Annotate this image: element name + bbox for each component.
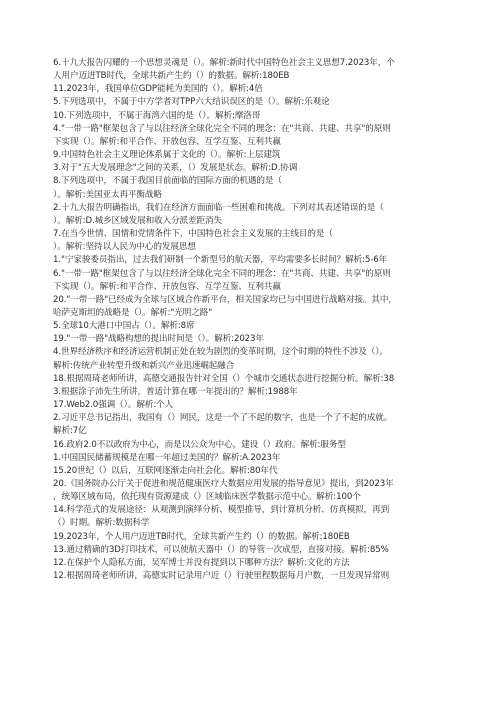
- question-list: [53, 57, 476, 583]
- text-line: 3.对于"五大发展理念"之间的关系，（）发展是状态。解析:D.协调: [53, 163, 298, 174]
- text-line: 10.下列选项中，不属于海湾六国的是（）。解析:摩洛哥: [53, 110, 261, 121]
- text-line: 7.在当今世情、国情和党情条件下，中国特色社会主义发展的主线目的是（: [53, 229, 333, 240]
- text-line: 20.《国务院办公厅关于促进和规范健康医疗大数据应用发展的指导意见》提出，到2023年: [53, 479, 394, 489]
- text-line: 1.中国国民储蓄规模是在哪一年超过美国的？解析:A.2023年: [53, 452, 281, 463]
- text-line: 5.下列选项中，不属于中方学者对TPP六大结识误区的是（）。解析:乐观论: [53, 97, 330, 108]
- text-line: （）时期。解析:数据科学: [53, 518, 150, 529]
- text-line: 3.根据涂子沛先生所讲，普适计算在哪一年提出的？解析:1988年: [53, 386, 298, 397]
- text-line: ，统筹区域布局，依托现有资源建成（）区域临床医学数据示范中心。解析:100个: [53, 492, 361, 503]
- text-line: 下实现（）。解析:和平合作、开放包容、互学互鉴、互利共赢: [53, 281, 281, 292]
- text-line: 13.通过精确的3D打印技术，可以使航天器中（）的导管一次成型，直接对接。解析:85%: [53, 544, 389, 555]
- text-line: 8.下列选项中，不属于我国目前面临的国际方面的机遇的是（: [53, 176, 282, 187]
- text-line: 16.政府2.0不以政府为中心，而是以公众为中心，建设（）政府。解析:服务型: [53, 439, 346, 450]
- text-line: 解析:传统产业转型升级和新兴产业迅速崛起融合: [53, 360, 235, 371]
- text-line: 17.Web2.0强调（）。解析:个人: [53, 400, 174, 411]
- text-line: ）。解析:坚持以人民为中心的发展思想: [53, 242, 196, 253]
- text-line: 5.全球10大港口中国占（）。解析:8席: [53, 321, 195, 332]
- text-line: 2.习近平总书记指出，我国有（）网民，这是一个了不起的数字，也是一个了不起的成就。: [53, 413, 393, 424]
- text-line: 哈萨克斯坦的战略是（）。解析:"光明之路": [53, 307, 213, 318]
- text-line: ）。解析:D.城乡区域发展和收入分派差距消失: [53, 215, 223, 226]
- text-line: 下实现（）。解析:和平合作、开放包容、互学互鉴、互利共赢: [53, 136, 281, 147]
- text-line: 19."一带一路"战略构想的提出时间是（）。解析:2023年: [53, 334, 264, 345]
- text-line: 12.在保护个人隐私方面，吴军博士并没有提到以下哪种方法？解析:文化的方法: [53, 557, 350, 568]
- text-line: 20."一带一路"已经成为全球与区域合作新平台，相关国家均已与中国进行战略对接。其中，: [53, 294, 397, 305]
- text-line: 4.世界经济秩序和经济运营机制正处在较为剧烈的变革时期，这个时期的特性不涉及（）。: [53, 347, 388, 358]
- text-line: 15.20世纪（）以后，互联网逐渐走向社会化。解析:80年代: [53, 465, 278, 476]
- text-line: 解析:7亿: [53, 426, 87, 437]
- text-line: 6.十九大报告闪耀的一个思想灵魂是（）。解析:新时代中国特色社会主义思想7.2023年，个: [53, 58, 395, 68]
- text-line: 19.2023年，个人用户迈进TB时代，全球共新产生约（）的数据。解析:180EB: [53, 531, 350, 542]
- text-line: 14.科学范式的发展途径：从观测到演绎分析、模型推导，到计算机分析、仿真模拟，再到: [53, 505, 390, 516]
- text-line: 2.十九大报告明确指出，我们在经济方面面临一些困难和挑战。下列对其表述错误的是（: [53, 202, 384, 213]
- text-line: 11.2023年，我国单位GDP能耗为美国的（）。解析:4倍: [53, 84, 263, 95]
- text-line: 6."一带一路"框架包含了与以往经济全球化完全不同的理念：在"共商、共建、共享"的原则: [53, 268, 391, 279]
- text-line: 12.根据周琦老师所讲，高德实时记录用户近（）行驶里程数据每月户数，一旦发现异常则: [53, 571, 390, 582]
- text-line: 人用户迈进TB时代，全球共新产生约（）的数据。解析:180EB: [53, 71, 290, 82]
- text-line: 1."宁家骏委员指出，过去我们研制一个新型号的航天器，平均需要多长时间？解析:5-6年: [53, 255, 388, 266]
- text-line: 9.中国特色社会主义理论体系属于文化的（）。解析:上层建筑: [53, 150, 281, 161]
- text-line: 4."一带一路"框架包含了与以往经济全球化完全不同的理念：在"共商、共建、共享"的原则: [53, 123, 391, 134]
- text-line: ）。解析:美国亚太再平衡战略: [53, 189, 162, 200]
- text-line: 18.根据周琦老师所讲，高德交通报告针对全国（）个城市交通状态进行挖掘分析。解析:38: [53, 373, 395, 384]
